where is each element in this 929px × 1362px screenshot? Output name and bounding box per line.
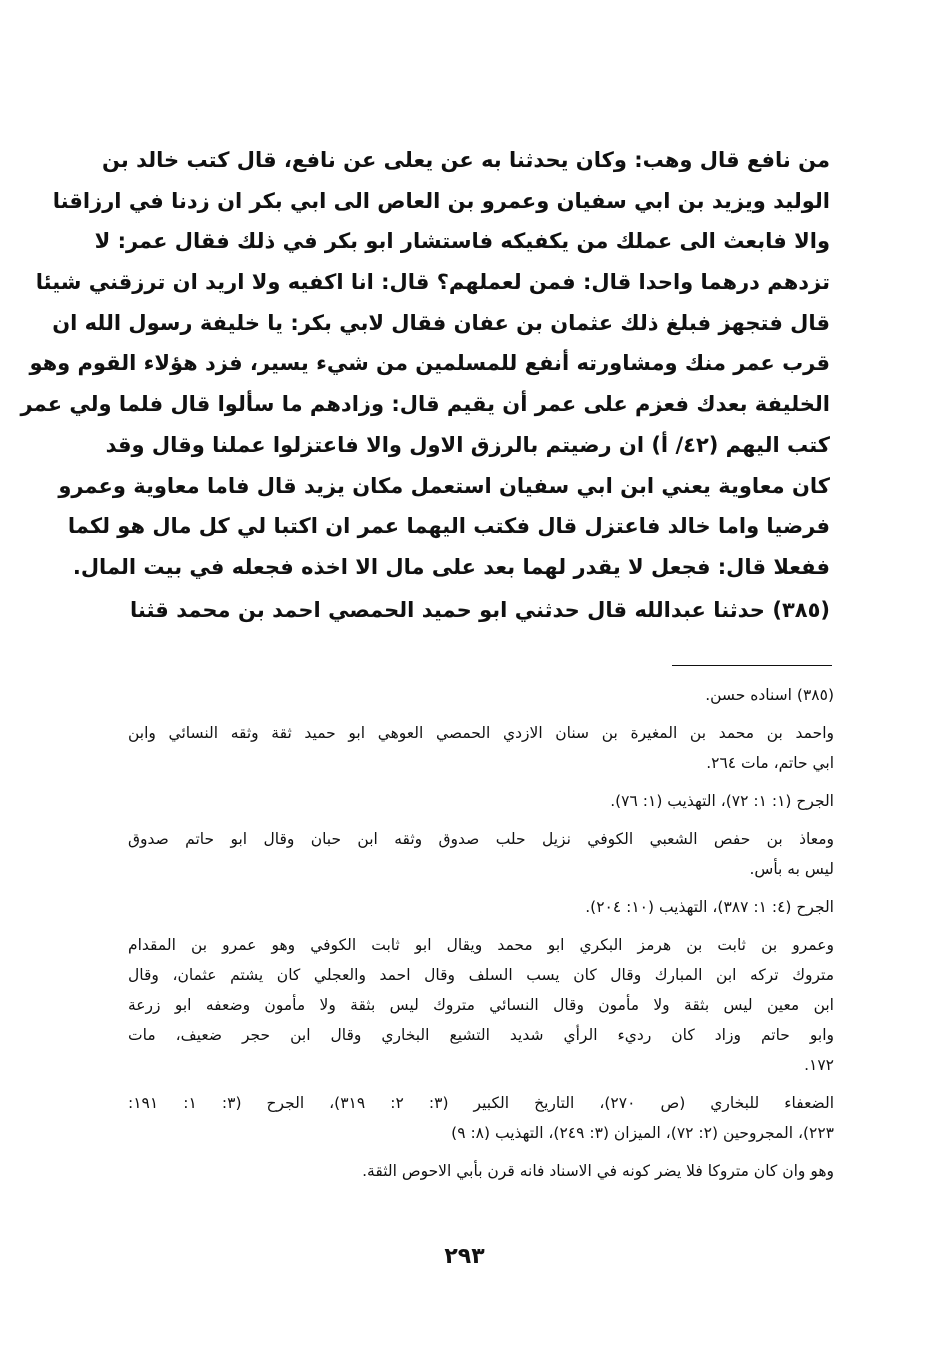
main-text-line: تزدهم درهما واحدا قال: فمن لعملهم؟ قال: انا اكفيه ولا اريد ان ترزقني شيئا xyxy=(35,270,830,295)
narrator-note-line: ومعاذ بن حفص الشعبي الكوفي نزيل حلب صدوق وثقه ابن حبان وقال ابو حاتم صدوق xyxy=(128,830,834,848)
narrator-note-line: واحمد بن محمد بن المغيرة بن سنان الازدي الحمصي العوهي ابو حميد ثقة وثقه النسائي وابن xyxy=(128,724,834,742)
reference-line: ٢٢٣)، المجروحين (٢: ٧٢)، الميزان (٣: ٢٤٩)، التهذيب (٨: ٩) xyxy=(451,1124,834,1142)
narrator-note-line: متروك تركه ابن المبارك وقال كان يسب السلف وقال احمد والعجلي كان يشتم عثمان، وقال xyxy=(128,966,834,984)
main-text-block xyxy=(20,140,830,588)
narrator-note-line: ابي حاتم، مات ٢٦٤. xyxy=(706,754,834,772)
narrator-note-line: ليس به بأس. xyxy=(749,860,834,878)
hadith-385-opening: (٣٨٥) حدثنا عبدالله قال حدثني ابو حميد الحمصي احمد بن محمد قثنا xyxy=(130,598,830,622)
reference-line: الضعفاء للبخاري (ص ٢٧٠)، التاريخ الكبير (٣: ٢: ٣١٩)، الجرح (٣: ١: ١٩١: xyxy=(128,1094,835,1112)
isnad-note: (٣٨٥) اسناده حسن. xyxy=(705,686,834,704)
narrator-note-line: وعمرو بن ثابت بن هرمز البكري ابو محمد ويقال ابو ثابت الكوفي وهو عمرو بن المقدام xyxy=(128,936,834,954)
narrator-note-line: ١٧٢. xyxy=(804,1056,834,1074)
narrator-note-line: وابو حاتم وزاد كان رديء الرأي شديد التشيع البخاري وقال ابن حجر ضعيف، مات xyxy=(128,1026,834,1044)
main-text-line: كان معاوية يعني ابن ابي سفيان استعمل مكان يزيد قال فاما معاوية وعمرو xyxy=(58,473,830,498)
narrator-note-line: ابن معين ليس بثقة ولا مأمون وقال النسائي متروك ليس بثقة ولا مأمون وضعفه ابو زرعة xyxy=(128,996,834,1014)
main-text-line: الوليد ويزيد بن ابي سفيان وعمرو بن العاص الى ابي بكر ان زدنا في ارزاقنا xyxy=(52,188,830,213)
main-text-line: ففعلا قال: فجعل لا يقدر لهما بعد على مال الا اخذه فجعله في بيت المال. xyxy=(72,554,830,579)
footnote-divider xyxy=(672,665,832,666)
main-text-line: كتب اليهم (٤٢/ أ) ان رضيتم بالرزق الاول والا فاعتزلوا عملنا وقال وقد xyxy=(105,432,830,457)
footnotes xyxy=(128,680,834,1186)
main-text-line: والا فابعث الى عملك من يكفيكه فاستشار ابو بكر في ذلك فقال عمر: لا xyxy=(94,229,830,254)
conclusion-note: وهو وان كان متروكا فلا يضر كونه في الاسناد فانه قرن بأبي الاحوص الثقة. xyxy=(362,1162,834,1180)
main-text-line: فرضيا واما خالد فاعتزل قال فكتب اليهما عمر ان اكتبا لي كل مال هو لكما xyxy=(67,514,830,539)
main-text-line: قال فتجهز فبلغ ذلك عثمان بن عفان فقال لابي بكر: يا خليفة رسول الله ان xyxy=(52,310,830,335)
reference-line: الجرح (١: ١: ٧٢)، التهذيب (١: ٧٦). xyxy=(610,792,834,810)
main-text-line: من نافع قال وهب: وكان يحدثنا به عن يعلى عن نافع، قال كتب خالد بن xyxy=(102,148,830,172)
reference-line: الجرح (٤: ١: ٣٨٧)، التهذيب (١٠: ٢٠٤). xyxy=(585,898,834,916)
main-text-line: الخليفة بعدك فعزم على عمر أن يقيم قال: وزادهم ما سألوا قال فلما ولي عمر xyxy=(20,392,830,417)
page-number: ٢٩٣ xyxy=(444,1244,485,1269)
main-text-line: قرب عمر منك ومشاورته أنفع للمسلمين من شيء يسير، فزد هؤلاء القوم وهو xyxy=(29,351,830,376)
